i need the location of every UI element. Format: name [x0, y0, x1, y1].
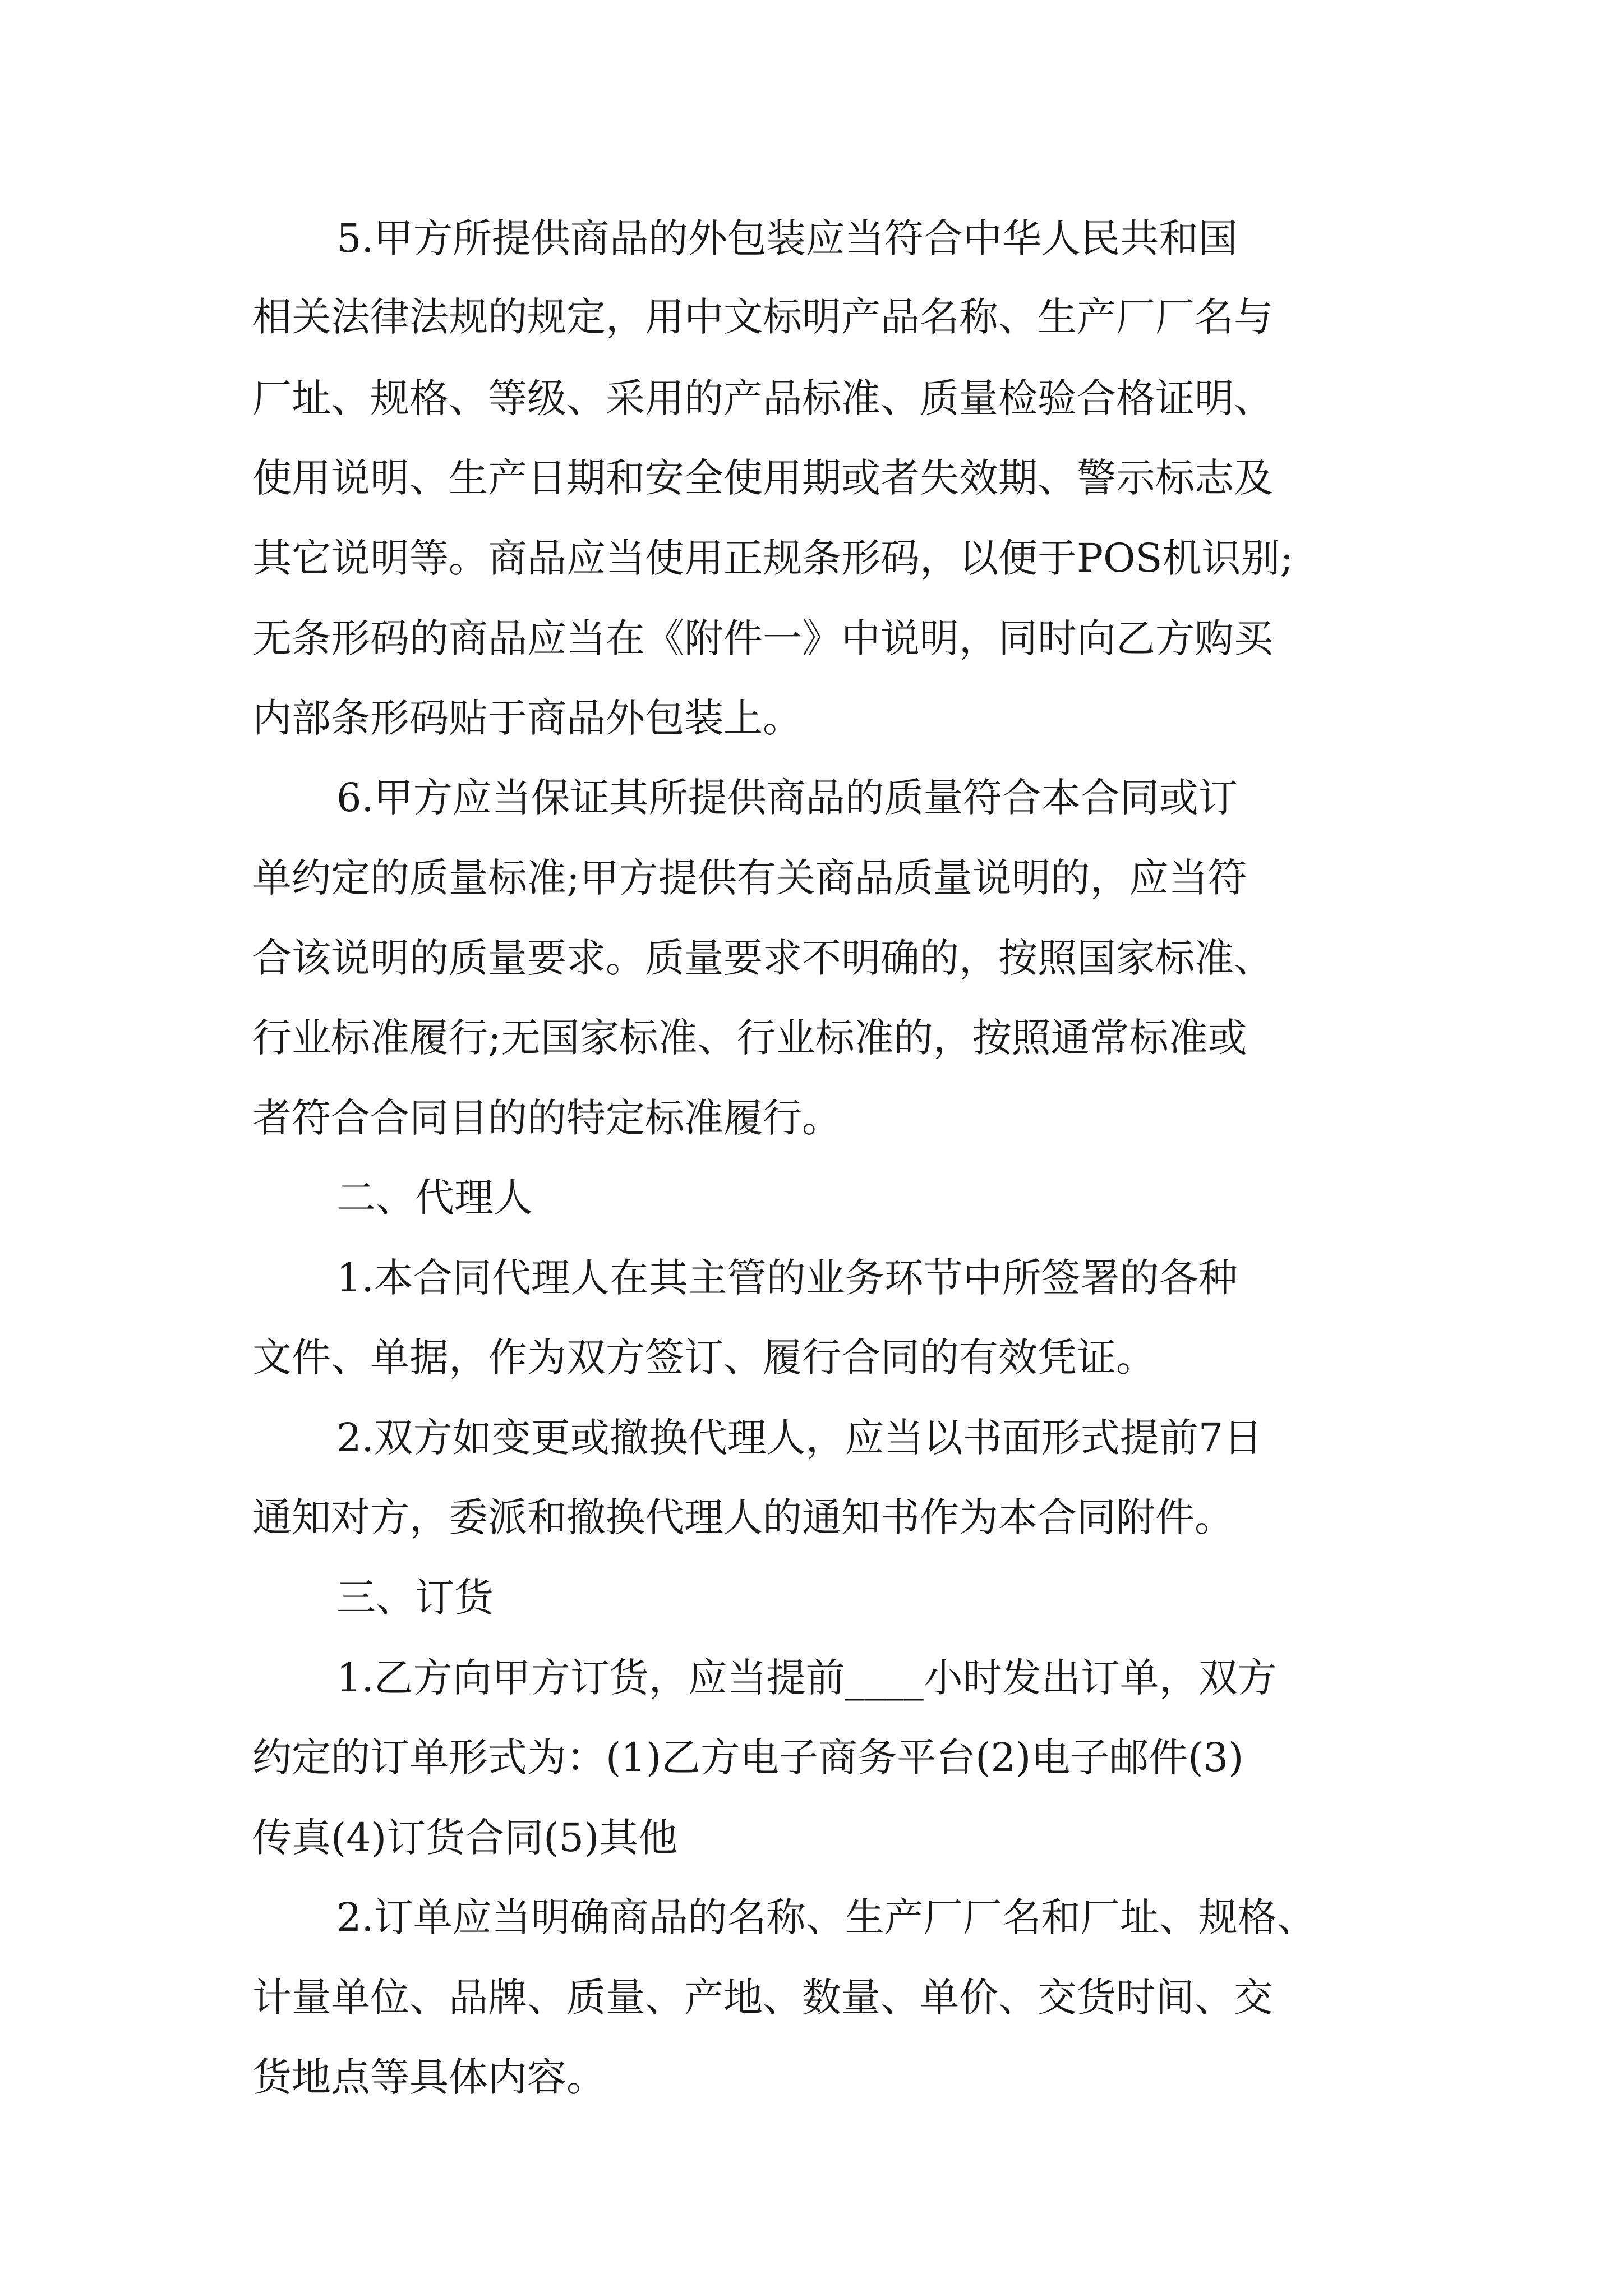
paragraph-5-line-7: 内部条形码贴于商品外包装上。 [252, 695, 802, 741]
section-heading-agent: 二、代理人 [336, 1175, 533, 1221]
agent-item-1-line-1: 1.本合同代理人在其主管的业务环节中所签署的各种 [336, 1255, 1238, 1301]
agent-item-1-line-2: 文件、单据，作为双方签订、履行合同的有效凭证。 [252, 1335, 1155, 1381]
section-heading-order: 三、订货 [336, 1575, 494, 1621]
paragraph-6-line-5: 者符合合同目的的特定标准履行。 [252, 1095, 841, 1141]
paragraph-5-line-3: 厂址、规格、等级、采用的产品标准、质量检验合格证明、 [252, 375, 1273, 421]
paragraph-6-line-3: 合该说明的质量要求。质量要求不明确的，按照国家标准、 [252, 935, 1273, 981]
order-item-1-line-1: 1.乙方向甲方订货，应当提前____小时发出订单，双方 [336, 1655, 1277, 1701]
order-item-1-line-2: 约定的订单形式为：(1)乙方电子商务平台(2)电子邮件(3) [252, 1734, 1244, 1780]
paragraph-5-line-5: 其它说明等。商品应当使用正规条形码，以便于POS机识别; [252, 535, 1294, 581]
paragraph-5-line-6: 无条形码的商品应当在《附件一》中说明，同时向乙方购买 [252, 615, 1273, 661]
order-item-2-line-2: 计量单位、品牌、质量、产地、数量、单价、交货时间、交 [252, 1975, 1273, 2021]
order-item-1-line-3: 传真(4)订货合同(5)其他 [252, 1815, 678, 1861]
agent-item-2-line-2: 通知对方，委派和撤换代理人的通知书作为本合同附件。 [252, 1494, 1234, 1540]
order-item-2-line-3: 货地点等具体内容。 [252, 2054, 606, 2100]
paragraph-6-line-2: 单约定的质量标准;甲方提供有关商品质量说明的，应当符 [252, 855, 1247, 901]
paragraph-5-line-1: 5.甲方所提供商品的外包装应当符合中华人民共和国 [336, 215, 1238, 261]
agent-item-2-line-1: 2.双方如变更或撤换代理人，应当以书面形式提前7日 [336, 1415, 1263, 1461]
paragraph-6-line-1: 6.甲方应当保证其所提供商品的质量符合本合同或订 [336, 775, 1238, 821]
order-item-2-line-1: 2.订单应当明确商品的名称、生产厂厂名和厂址、规格、 [336, 1894, 1316, 1940]
paragraph-5-line-2: 相关法律法规的规定，用中文标明产品名称、生产厂厂名与 [252, 294, 1273, 340]
paragraph-6-line-4: 行业标准履行;无国家标准、行业标准的，按照通常标准或 [252, 1015, 1247, 1061]
paragraph-5-line-4: 使用说明、生产日期和安全使用期或者失效期、警示标志及 [252, 455, 1273, 501]
